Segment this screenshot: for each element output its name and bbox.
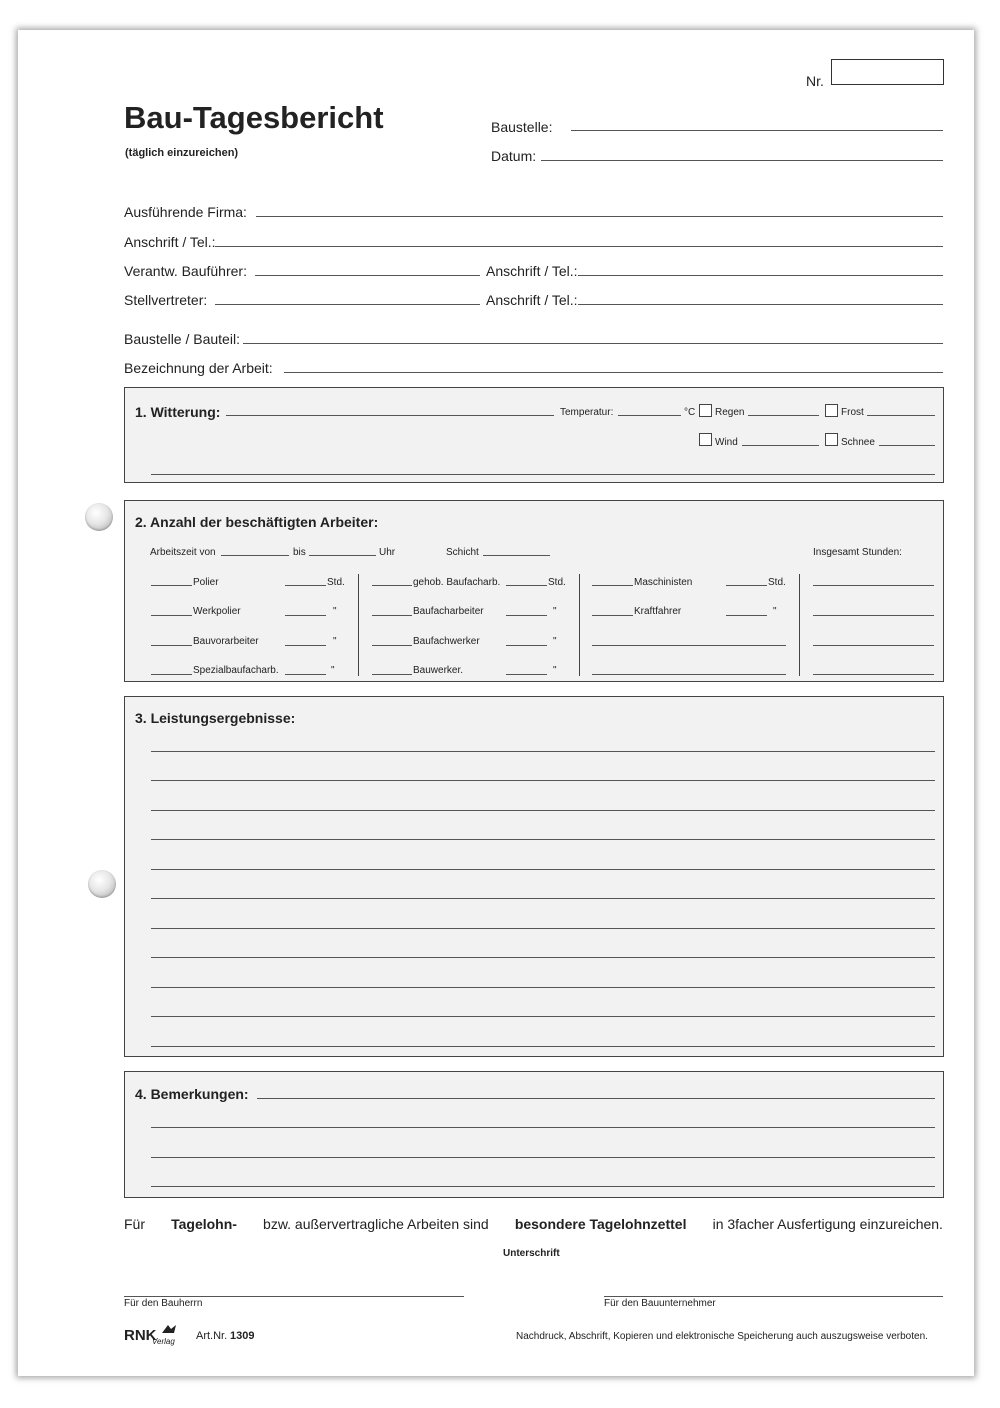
page-subtitle: (täglich einzureichen) bbox=[125, 147, 239, 159]
werkpolier-std[interactable] bbox=[285, 615, 326, 616]
logo-mark-icon bbox=[160, 1324, 178, 1334]
schnee-field[interactable] bbox=[879, 445, 935, 446]
witterung-field[interactable] bbox=[226, 415, 554, 416]
frost-label: Frost bbox=[841, 407, 864, 418]
frost-field[interactable] bbox=[867, 415, 935, 416]
maschinisten-label: Maschinisten bbox=[634, 577, 693, 588]
regen-field[interactable] bbox=[748, 415, 819, 416]
leistung-line[interactable] bbox=[151, 898, 935, 899]
polier-std[interactable] bbox=[285, 585, 326, 586]
witterung-section bbox=[124, 387, 944, 483]
gehob-std[interactable] bbox=[506, 585, 547, 586]
std-label: Std. bbox=[327, 577, 345, 588]
bemerkungen-title: 4. Bemerkungen: bbox=[135, 1086, 249, 1102]
baufachwerker-label: Baufachwerker bbox=[413, 636, 480, 647]
bauf-label: Verantw. Bauführer: bbox=[124, 263, 247, 279]
std-label: Std. bbox=[548, 577, 566, 588]
nr-label: Nr. bbox=[806, 73, 824, 89]
kraftfahrer-count[interactable] bbox=[592, 615, 633, 616]
bauvorarbeiter-std[interactable] bbox=[285, 645, 326, 646]
bauwerker-label: Bauwerker. bbox=[413, 665, 464, 676]
std-label: Std. bbox=[768, 577, 786, 588]
total-hours-field[interactable] bbox=[813, 585, 934, 586]
frost-checkbox[interactable] bbox=[825, 404, 838, 417]
anschrift3-label: Anschrift / Tel.: bbox=[486, 292, 578, 308]
leistung-line[interactable] bbox=[151, 1046, 935, 1047]
anschrift3-field[interactable] bbox=[578, 304, 943, 305]
leistung-line[interactable] bbox=[151, 780, 935, 781]
leistung-line[interactable] bbox=[151, 928, 935, 929]
schnee-checkbox[interactable] bbox=[825, 433, 838, 446]
maschinisten-count[interactable] bbox=[592, 585, 633, 586]
ditto-mark: " bbox=[553, 636, 557, 647]
bauteil-field[interactable] bbox=[243, 343, 943, 344]
polier-count[interactable] bbox=[151, 585, 192, 586]
baufachwerker-count[interactable] bbox=[372, 645, 412, 646]
leistung-title: 3. Leistungsergebnisse: bbox=[135, 710, 296, 726]
kraftfahrer-label: Kraftfahrer bbox=[634, 606, 682, 617]
wind-label: Wind bbox=[715, 437, 738, 448]
bauf-field[interactable] bbox=[255, 275, 480, 276]
baustelle-label: Baustelle: bbox=[491, 119, 553, 135]
arbeitszeit-label: Arbeitszeit von bbox=[150, 547, 216, 558]
ditto-mark: " bbox=[333, 606, 337, 617]
bauherr-label: Für den Bauherrn bbox=[124, 1298, 203, 1309]
stellv-field[interactable] bbox=[215, 304, 480, 305]
column-divider-1 bbox=[358, 574, 359, 676]
leistung-line[interactable] bbox=[151, 869, 935, 870]
leistung-line[interactable] bbox=[151, 1016, 935, 1017]
baufacharbeiter-count[interactable] bbox=[372, 615, 412, 616]
page-title: Bau-Tagesbericht bbox=[124, 100, 384, 135]
unternehmer-signature[interactable] bbox=[604, 1296, 943, 1297]
werkpolier-count[interactable] bbox=[151, 615, 192, 616]
spezialbaufacharb-label: Spezialbaufacharb. bbox=[193, 665, 279, 676]
logo-verlag: Verlag bbox=[152, 1337, 175, 1346]
bauteil-label: Baustelle / Bauteil: bbox=[124, 331, 240, 347]
temperatur-label: Temperatur: bbox=[560, 407, 614, 418]
ditto-mark: " bbox=[553, 665, 557, 676]
datum-label: Datum: bbox=[491, 148, 537, 164]
anschrift2-label: Anschrift / Tel.: bbox=[486, 263, 578, 279]
note-part: Für bbox=[124, 1216, 145, 1232]
baufacharbeiter-label: Baufacharbeiter bbox=[413, 606, 484, 617]
column-divider-3 bbox=[799, 574, 800, 676]
bauwerker-std[interactable] bbox=[506, 674, 547, 675]
bemerkungen-line[interactable] bbox=[151, 1157, 935, 1158]
bauherr-signature[interactable] bbox=[124, 1296, 464, 1297]
rnk-logo: RNK bbox=[124, 1327, 157, 1344]
polier-label: Polier bbox=[193, 577, 219, 588]
ditto-mark: " bbox=[333, 636, 337, 647]
arbeitszeit-bis-field[interactable] bbox=[309, 555, 376, 556]
unternehmer-label: Für den Bauunternehmer bbox=[604, 1298, 716, 1309]
copyright-text: Nachdruck, Abschrift, Kopieren und elektronische Speicherung auch auszugsweise verboten. bbox=[516, 1331, 928, 1342]
gehob-count[interactable] bbox=[372, 585, 412, 586]
werkpolier-label: Werkpolier bbox=[193, 606, 241, 617]
datum-field[interactable] bbox=[541, 160, 943, 161]
witterung-title: 1. Witterung: bbox=[135, 404, 221, 420]
wind-checkbox[interactable] bbox=[699, 433, 712, 446]
artnr-value: 1309 bbox=[230, 1330, 255, 1342]
leistung-line[interactable] bbox=[151, 751, 935, 752]
witterung-extra-line[interactable] bbox=[151, 474, 935, 475]
arbeit-field[interactable] bbox=[284, 372, 943, 373]
bemerkungen-line[interactable] bbox=[151, 1127, 935, 1128]
anschrift-label: Anschrift / Tel.: bbox=[124, 234, 216, 250]
temperatur-unit: °C bbox=[684, 407, 696, 418]
baufacharbeiter-std[interactable] bbox=[506, 615, 547, 616]
tagelohn-note bbox=[124, 1216, 943, 1232]
arbeiter-title: 2. Anzahl der beschäftigten Arbeiter: bbox=[135, 514, 379, 530]
insgesamt-label: Insgesamt Stunden: bbox=[813, 547, 902, 558]
kraftfahrer-std[interactable] bbox=[726, 615, 767, 616]
anschrift-field[interactable] bbox=[215, 246, 943, 247]
schnee-label: Schnee bbox=[841, 437, 875, 448]
note-part: bzw. außervertragliche Arbeiten sind bbox=[263, 1216, 489, 1232]
leistung-line[interactable] bbox=[151, 987, 935, 988]
extra-worker-field[interactable] bbox=[592, 674, 786, 675]
firma-field[interactable] bbox=[256, 216, 943, 217]
bemerkungen-line[interactable] bbox=[151, 1186, 935, 1187]
temperatur-field[interactable] bbox=[618, 415, 681, 416]
unterschrift-label: Unterschrift bbox=[503, 1248, 560, 1259]
ditto-mark: " bbox=[553, 606, 557, 617]
total-hours-field[interactable] bbox=[813, 615, 934, 616]
bauvorarbeiter-count[interactable] bbox=[151, 645, 192, 646]
punch-hole-top bbox=[85, 503, 113, 531]
arbeit-label: Bezeichnung der Arbeit: bbox=[124, 360, 273, 376]
artnr-label: Art.Nr. bbox=[196, 1330, 228, 1342]
baufachwerker-std[interactable] bbox=[506, 645, 547, 646]
extra-worker-field[interactable] bbox=[592, 645, 786, 646]
nr-field[interactable] bbox=[831, 59, 944, 85]
schicht-field[interactable] bbox=[483, 555, 550, 556]
note-part: besondere Tagelohnzettel bbox=[514, 1216, 687, 1232]
column-divider-2 bbox=[579, 574, 580, 676]
bauvorarbeiter-label: Bauvorarbeiter bbox=[193, 636, 259, 647]
arbeitszeit-von-field[interactable] bbox=[221, 555, 289, 556]
total-hours-field[interactable] bbox=[813, 645, 934, 646]
anschrift2-field[interactable] bbox=[578, 275, 943, 276]
note-part: Tagelohn- bbox=[171, 1216, 237, 1232]
total-hours-field[interactable] bbox=[813, 674, 934, 675]
spezialbaufacharb-count[interactable] bbox=[151, 674, 192, 675]
leistung-line[interactable] bbox=[151, 957, 935, 958]
gehob-label: gehob. Baufacharb. bbox=[413, 577, 501, 588]
stellv-label: Stellvertreter: bbox=[124, 292, 208, 308]
leistung-line[interactable] bbox=[151, 839, 935, 840]
punch-hole-bottom bbox=[88, 870, 116, 898]
spezialbaufacharb-std[interactable] bbox=[285, 674, 326, 675]
regen-checkbox[interactable] bbox=[699, 404, 712, 417]
uhr-label: Uhr bbox=[379, 547, 396, 558]
ditto-mark: " bbox=[773, 606, 777, 617]
firma-label: Ausführende Firma: bbox=[124, 204, 247, 220]
leistung-line[interactable] bbox=[151, 810, 935, 811]
baustelle-field[interactable] bbox=[571, 130, 943, 131]
wind-field[interactable] bbox=[742, 445, 819, 446]
note-part: in 3facher Ausfertigung einzureichen. bbox=[712, 1216, 943, 1232]
bauwerker-count[interactable] bbox=[372, 674, 412, 675]
ditto-mark: " bbox=[331, 665, 335, 676]
bis-label: bis bbox=[293, 547, 306, 558]
maschinisten-std[interactable] bbox=[726, 585, 767, 586]
regen-label: Regen bbox=[715, 407, 745, 418]
schicht-label: Schicht bbox=[446, 547, 479, 558]
bemerkungen-line[interactable] bbox=[257, 1098, 935, 1099]
